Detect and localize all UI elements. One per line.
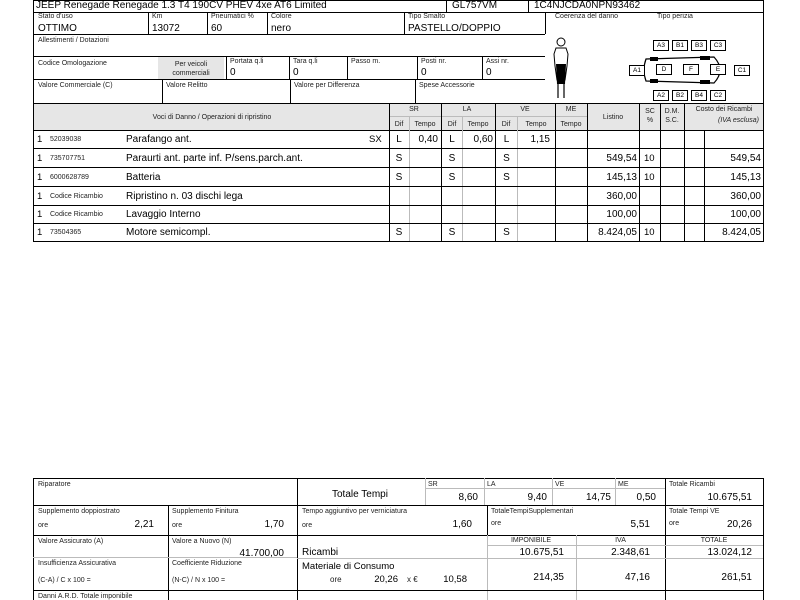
doppiostrato-label: Supplemento doppiostrato — [38, 508, 120, 515]
sr-total: 8,60 — [458, 492, 478, 503]
row-sr-dif: S — [395, 172, 403, 183]
row-code: Codice Ricambio — [50, 211, 103, 218]
row-listino: 8.424,05 — [598, 227, 637, 238]
diagram-box: F — [683, 64, 699, 75]
row-sr-tempo: 0,40 — [418, 134, 438, 145]
insufficienza-formula: (C-A) / C x 100 = — [38, 577, 91, 584]
spese-label: Spese Accessorie — [419, 82, 475, 89]
diagram-box: E — [710, 64, 726, 75]
row-sr-dif: S — [395, 153, 403, 164]
col-header-sc2: S.C. — [665, 117, 679, 124]
commerciali-label: Per veicoli commerciali — [172, 61, 210, 77]
finitura-label: Supplemento Finitura — [172, 508, 239, 515]
row-ve-dif: S — [503, 153, 510, 164]
person-icon — [549, 36, 577, 102]
col-header-la: LA — [462, 106, 472, 113]
la-label: LA — [487, 481, 496, 488]
me-total: 0,50 — [636, 492, 656, 503]
row-listino: 145,13 — [606, 172, 637, 183]
row-costo: 145,13 — [730, 172, 761, 183]
row-desc: Parafango ant. — [126, 134, 192, 145]
row-sc: 10 — [644, 153, 655, 164]
row-ve-dif: L — [503, 134, 510, 145]
row-costo: 8.424,05 — [722, 227, 761, 238]
consumo-imponibile: 214,35 — [533, 572, 564, 583]
km-label: Km — [152, 13, 163, 20]
totale-ricambi-value: 10.675,51 — [707, 492, 752, 503]
ve-total: 14,75 — [585, 492, 611, 503]
col-header-sc: SC — [645, 108, 655, 115]
row-la-dif: S — [448, 153, 456, 164]
verniciatura-label: Tempo aggiuntivo per verniciatura — [302, 508, 408, 515]
row-listino: 100,00 — [606, 209, 637, 220]
row-code: 73504365 — [50, 229, 82, 236]
doppiostrato-value: 2,21 — [134, 519, 154, 530]
col-header-voci: Voci di Danno / Operazioni di ripristino — [152, 114, 272, 121]
totale-tempi-label: Totale Tempi — [332, 489, 388, 500]
row-ve-dif: S — [503, 227, 510, 238]
row-desc: Ripristino n. 03 dischi lega — [126, 191, 243, 202]
diagram-box: C1 — [734, 65, 750, 76]
assi-value: 0 — [486, 67, 492, 78]
posti-label: Posti nr. — [421, 58, 447, 65]
col-header-sr-dif: Dif — [394, 121, 404, 128]
consumo-iva: 47,16 — [624, 572, 650, 583]
row-listino: 360,00 — [606, 191, 637, 202]
sr-label: SR — [428, 481, 438, 488]
row-ve-dif: S — [503, 172, 510, 183]
row-code: 52039038 — [50, 136, 82, 143]
differenza-label: Valore per Differenza — [294, 82, 360, 89]
supplementari-value: 5,51 — [630, 519, 650, 530]
omologazione-label: Codice Omologazione — [38, 60, 107, 67]
supplementari-ore: ore — [491, 520, 502, 527]
diagram-box: A1 — [629, 65, 645, 76]
diagram-box: D — [656, 64, 672, 75]
stato-label: Stato d'uso — [38, 13, 73, 20]
row-sc: 10 — [644, 172, 655, 183]
diagram-box: C2 — [710, 90, 726, 101]
row-sr-dif: L — [396, 134, 402, 145]
insufficienza-label: Insufficienza Assicurativa — [38, 560, 117, 567]
diagram-box: B4 — [691, 90, 707, 101]
row-sr-dif: S — [395, 227, 403, 238]
row-qty: 1 — [37, 172, 43, 183]
valcomm-label: Valore Commerciale (C) — [38, 82, 113, 89]
row-side: SX — [369, 134, 382, 145]
col-header-me: ME — [565, 106, 577, 113]
portata-label: Portata q.li — [230, 58, 264, 65]
row-la-dif: S — [448, 172, 456, 183]
tara-value: 0 — [293, 67, 299, 78]
imponibile-label: IMPONIBILE — [510, 537, 552, 544]
bottom-label: Danni A.R.D. Totale imponibile — [38, 593, 133, 600]
row-code: Codice Ricambio — [50, 193, 103, 200]
diagram-box: A2 — [653, 90, 669, 101]
supplementari-label: TotaleTempiSupplementari — [491, 508, 574, 515]
ricambi-iva: 2.348,61 — [611, 547, 650, 558]
row-qty: 1 — [37, 191, 43, 202]
col-header-sr-tempo: Tempo — [414, 121, 436, 128]
row-desc: Batteria — [126, 172, 161, 183]
allestimenti-label: Allestimenti / Dotazioni — [38, 37, 109, 44]
tempi-ve-value: 20,26 — [726, 519, 752, 530]
consumo-x: x € — [407, 575, 418, 584]
stato-value: OTTIMO — [38, 23, 77, 34]
row-sc: 10 — [644, 227, 655, 238]
row-code: 6000628789 — [50, 174, 89, 181]
col-header-la-tempo: Tempo — [467, 121, 489, 128]
row-desc: Lavaggio Interno — [126, 209, 201, 220]
row-costo: 549,54 — [730, 153, 761, 164]
col-header-listino: Listino — [602, 114, 624, 121]
me-label: ME — [618, 481, 629, 488]
riduzione-formula: (N-C) / N x 100 = — [172, 577, 226, 584]
consumo-ore-value: 20,26 — [374, 574, 398, 585]
consumo-totale: 261,51 — [721, 572, 752, 583]
col-header-la-dif: Dif — [447, 121, 457, 128]
doppiostrato-ore: ore — [38, 522, 49, 529]
colore-value: nero — [271, 23, 292, 34]
col-header-ve-tempo: Tempo — [525, 121, 547, 128]
colore-label: Colore — [271, 13, 292, 20]
nuovo-label: Valore a Nuovo (N) — [172, 538, 232, 545]
diagram-box: C3 — [710, 40, 726, 51]
col-header-iva: (IVA esclusa) — [718, 117, 759, 124]
consumo-rate: 10,58 — [443, 574, 467, 585]
col-header-ve-dif: Dif — [501, 121, 511, 128]
pneumatici-value: 60 — [211, 23, 223, 34]
riduzione-label: Coefficiente Riduzione — [172, 560, 242, 567]
col-header-ve: VE — [520, 106, 530, 113]
ricambi-imponibile: 10.675,51 — [519, 547, 564, 558]
row-costo: 100,00 — [730, 209, 761, 220]
col-header-me-tempo: Tempo — [560, 121, 582, 128]
diagram-box: B2 — [672, 90, 688, 101]
km-value: 13072 — [152, 23, 180, 34]
vehicle-plate: GL757VM — [452, 0, 498, 11]
col-header-sc-pct: % — [646, 117, 654, 124]
row-ve-tempo: 1,15 — [530, 134, 550, 145]
la-total: 9,40 — [527, 492, 547, 503]
verniciatura-value: 1,60 — [452, 519, 472, 530]
row-la-tempo: 0,60 — [473, 134, 493, 145]
relitto-label: Valore Relitto — [166, 82, 208, 89]
coerenza-label: Coerenza del danno — [555, 13, 619, 20]
pneumatici-label: Pneumatici % — [211, 13, 254, 20]
riparatore-label: Riparatore — [38, 481, 71, 488]
diagram-box: B3 — [691, 40, 707, 51]
totale-ricambi-label: Totale Ricambi — [669, 481, 715, 488]
col-header-costo: Costo dei Ricambi — [695, 106, 753, 113]
portata-value: 0 — [230, 67, 236, 78]
row-qty: 1 — [37, 153, 43, 164]
assi-label: Assi nr. — [486, 58, 509, 65]
ricambi-label: Ricambi — [302, 547, 339, 558]
vehicle-vin: 1C4NJCDA0NPN93462 — [534, 0, 641, 11]
diagram-box: B1 — [672, 40, 688, 51]
row-costo: 360,00 — [730, 191, 761, 202]
row-la-dif: L — [449, 134, 455, 145]
tara-label: Tara q.li — [293, 58, 318, 65]
perizia-label: Tipo perizia — [657, 13, 693, 20]
ve-label: VE — [555, 481, 565, 488]
verniciatura-ore: ore — [302, 522, 313, 529]
smalto-value: PASTELLO/DOPPIO — [408, 23, 501, 34]
posti-value: 0 — [421, 67, 427, 78]
assicurato-label: Valore Assicurato (A) — [38, 538, 104, 545]
smalto-label: Tipo Smalto — [408, 13, 446, 20]
tempi-ve-ore: ore — [669, 520, 680, 527]
row-desc: Motore semicompl. — [126, 227, 211, 238]
passo-label: Passo m. — [351, 58, 381, 65]
row-code: 735707751 — [50, 155, 86, 162]
vehicle-model: JEEP Renegade Renegade 1.3 T4 190CV PHEV 4xe AT6 Limited — [36, 0, 327, 11]
consumo-label: Materiale di Consumo — [302, 561, 395, 572]
row-la-dif: S — [448, 227, 456, 238]
nuovo-value: 41.700,00 — [239, 548, 284, 559]
tempi-ve-label: Totale Tempi VE — [669, 508, 720, 515]
totale-label: TOTALE — [700, 537, 728, 544]
iva-label: IVA — [615, 537, 626, 544]
ricambi-totale: 13.024,12 — [707, 547, 752, 558]
col-header-sr: SR — [409, 106, 419, 113]
row-desc: Paraurti ant. parte inf. P/sens.parch.ant. — [126, 153, 303, 164]
consumo-ore: ore — [330, 575, 342, 584]
row-qty: 1 — [37, 134, 43, 145]
diagram-box: A3 — [653, 40, 669, 51]
finitura-ore: ore — [172, 522, 183, 529]
row-qty: 1 — [37, 209, 43, 220]
col-header-dm: D.M. — [664, 108, 680, 115]
row-listino: 549,54 — [606, 153, 637, 164]
row-qty: 1 — [37, 227, 43, 238]
finitura-value: 1,70 — [264, 519, 284, 530]
